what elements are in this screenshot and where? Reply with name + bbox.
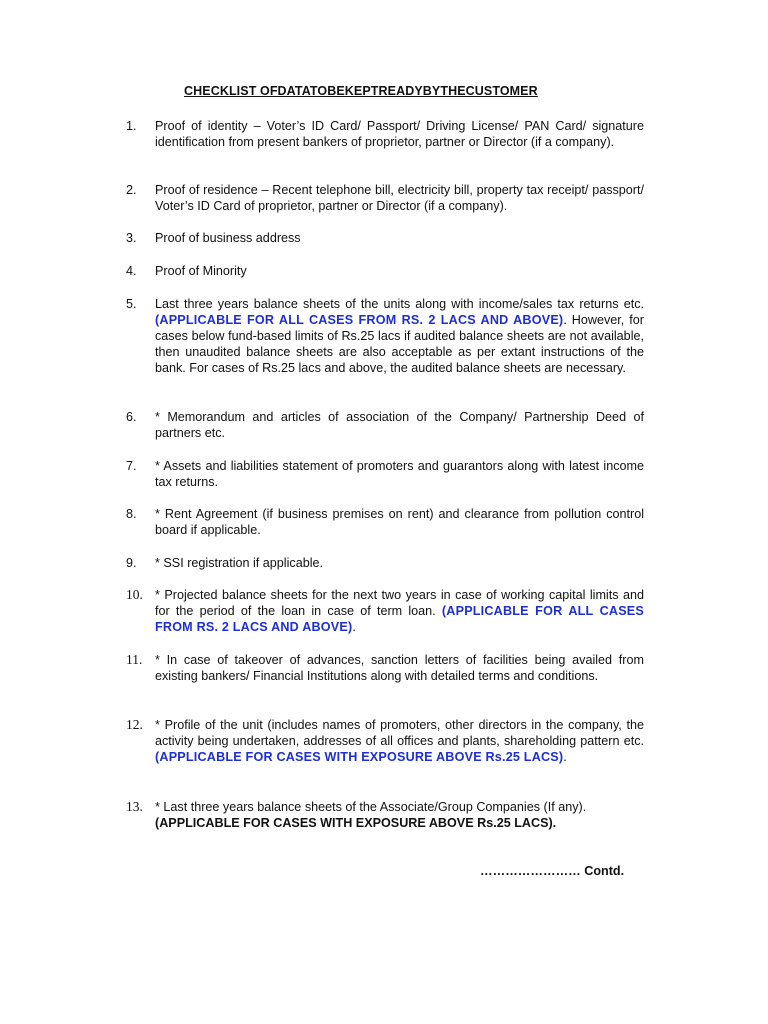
list-item (126, 182, 644, 214)
item-number: 8. (126, 507, 137, 521)
list-item (126, 652, 644, 684)
item-number: 9. (126, 556, 137, 570)
item-number: 11. (126, 652, 143, 667)
item-text-part: * Projected balance sheets for the next two years in case of working capital limits and for the period of the loan in case of term loan. (155, 588, 644, 618)
item-text-part: . (352, 620, 356, 634)
list-item (126, 230, 644, 246)
item-text (155, 296, 644, 376)
applicability-note: (APPLICABLE FOR CASES WITH EXPOSURE ABOVE Rs.25 LACS) (155, 750, 564, 764)
list-item (126, 587, 644, 635)
item-text: * Rent Agreement (if business premises on rent) and clearance from pollution control board if applicable. (155, 507, 644, 537)
list-item (126, 555, 644, 571)
item-number: 7. (126, 459, 137, 473)
item-number: 6. (126, 410, 137, 424)
item-text: Proof of Minority (155, 264, 247, 278)
applicability-note: (APPLICABLE FOR ALL CASES FROM RS. 2 LACS AND ABOVE) (155, 604, 644, 634)
list-item (126, 409, 644, 441)
list-item (126, 118, 644, 150)
item-text: * Memorandum and articles of association of the Company/ Partnership Deed of partners etc. (155, 410, 644, 440)
continued-note: …………………… Contd. (480, 864, 625, 878)
item-text: * Assets and liabilities statement of promoters and guarantors along with latest income tax returns. (155, 459, 644, 489)
item-number: 3. (126, 231, 137, 245)
item-number: 4. (126, 264, 137, 278)
applicability-note: (APPLICABLE FOR CASES WITH EXPOSURE ABOVE Rs.25 LACS). (155, 816, 557, 830)
applicability-note: (APPLICABLE FOR ALL CASES FROM RS. 2 LACS AND ABOVE) (155, 313, 564, 327)
item-text-part: . (563, 750, 567, 764)
item-text-part: * Profile of the unit (includes names of promoters, other directors in the company, the activity being undertaken, addresses of all offices and plants, shareholding pattern etc. (155, 718, 644, 748)
list-item (126, 263, 644, 279)
item-text: Proof of business address (155, 231, 301, 245)
item-text (155, 799, 644, 831)
item-text-part: Last three years balance sheets of the units along with income/sales tax returns etc. (155, 297, 644, 311)
item-text-part: * Last three years balance sheets of the Associate/Group Companies (If any). (155, 800, 587, 814)
item-text-part: . However, for cases below fund-based limits of Rs.25 lacs if audited balance sheets are not available, then unaudited balance sheets are also acceptable as per extant instructions of the bank. For cases of Rs.25 lacs and above, the audited balance sheets are necessary. (155, 313, 644, 375)
list-item (126, 506, 644, 538)
item-text (155, 717, 644, 765)
item-number: 2. (126, 183, 137, 197)
document-title: CHECKLIST OFDATATOBEKEPTREADYBYTHECUSTOMER (184, 84, 538, 98)
list-item (126, 717, 644, 765)
item-text: Proof of identity – Voter’s ID Card/ Passport/ Driving License/ PAN Card/ signature identification from present bankers of proprietor, partner or Director (if a company). (155, 119, 644, 149)
item-number: 1. (126, 119, 137, 133)
list-item (126, 296, 644, 376)
item-number: 10. (126, 587, 143, 602)
item-number: 12. (126, 717, 143, 732)
item-text: * In case of takeover of advances, sanction letters of facilities being availed from existing bankers/ Financial Institutions along with detailed terms and conditions. (155, 653, 644, 683)
item-number: 13. (126, 799, 143, 814)
item-text: Proof of residence – Recent telephone bill, electricity bill, property tax receipt/ passport/ Voter’s ID Card of proprietor, partner or Director (if a company). (155, 183, 644, 213)
item-number: 5. (126, 297, 137, 311)
list-item (126, 458, 644, 490)
item-text (155, 587, 644, 635)
list-item (126, 799, 644, 831)
item-text: * SSI registration if applicable. (155, 556, 324, 570)
